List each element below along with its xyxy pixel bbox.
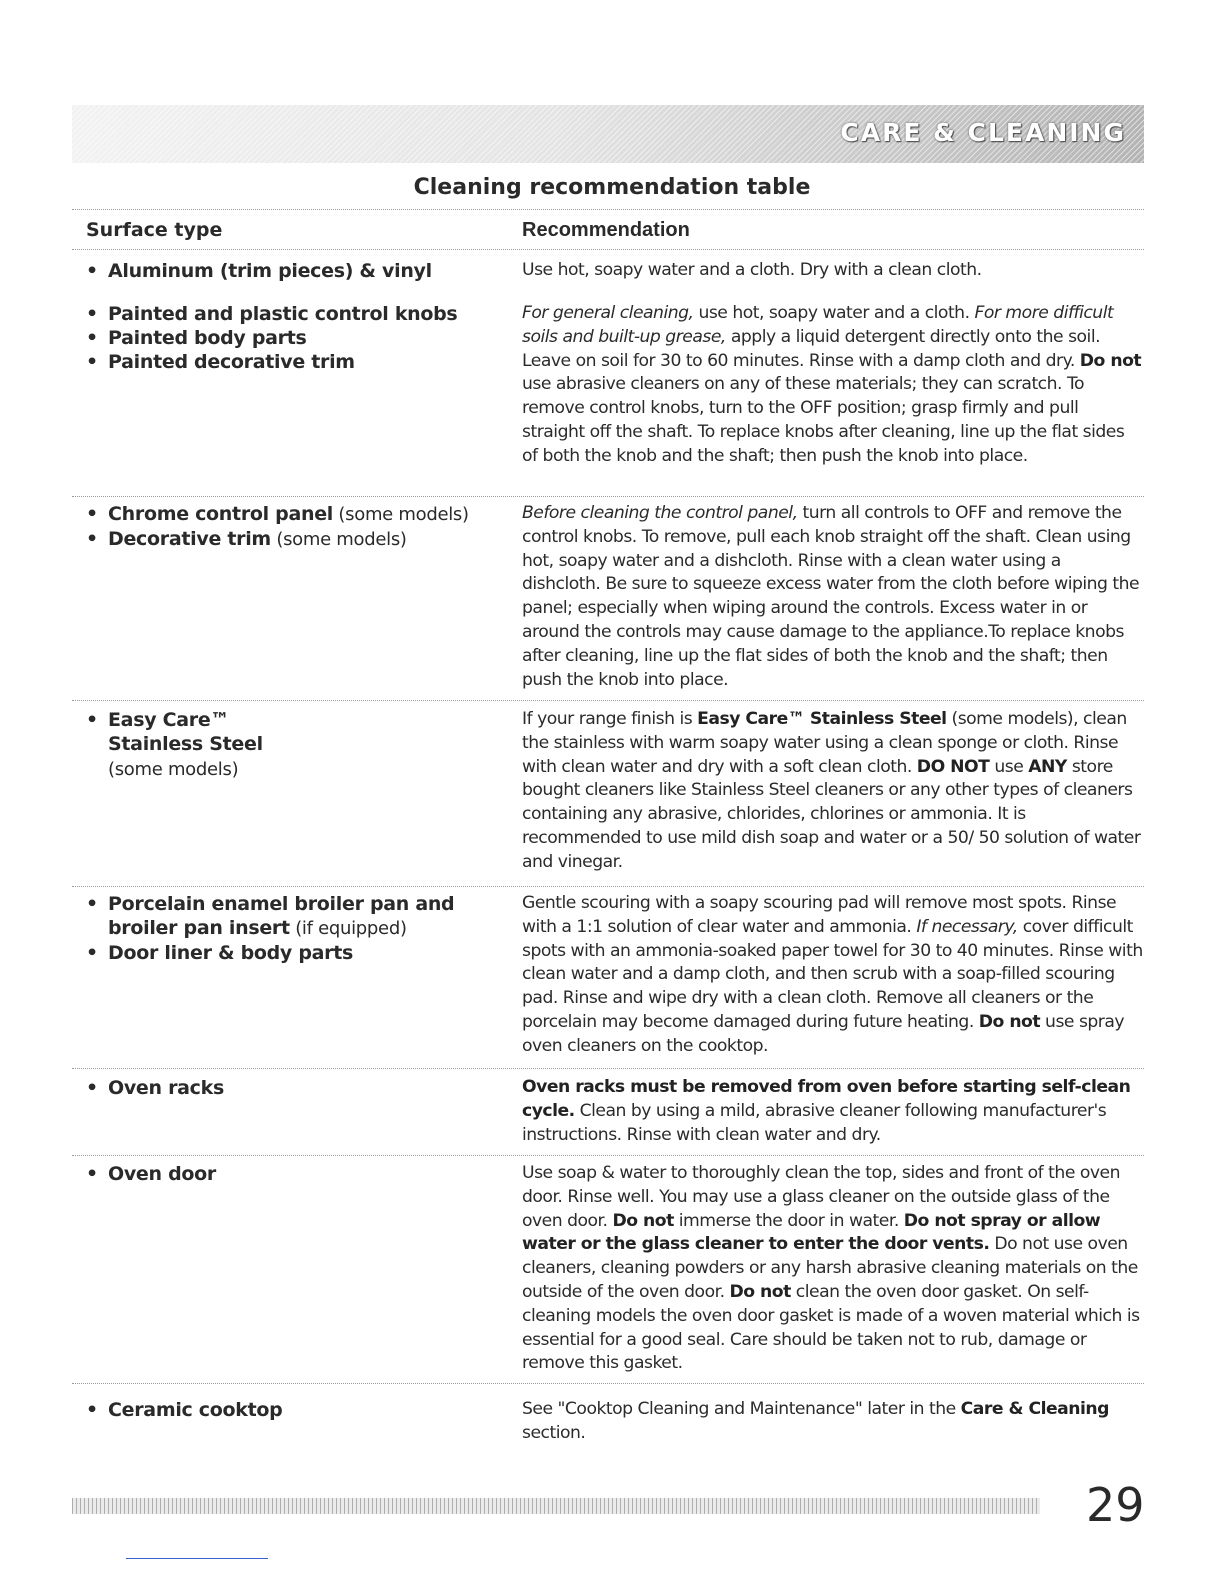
table-title: Cleaning recommendation table	[413, 175, 811, 200]
surface-cell	[84, 708, 314, 782]
surface-item: • Door liner & body parts	[84, 941, 514, 965]
surface-item: • Painted and plastic control knobs	[84, 302, 514, 326]
surface-cell	[84, 259, 514, 283]
surface-item: • Porcelain enamel broiler pan and broiler pan insert (if equipped)	[84, 892, 514, 941]
surface-cell	[84, 1162, 514, 1186]
divider	[72, 700, 1144, 701]
recommendation-cell: Oven racks must be removed from oven before starting self-clean cycle. Clean by using a mild, abrasive cleaner following manufacturer's instructions. Rinse with clean water and dry.	[522, 1077, 1131, 1145]
recommendation-cell: Use soap & water to thoroughly clean the top, sides and front of the oven door. Rinse well. You may use a glass cleaner on the outside glass of the oven door. Do not immerse the door in water. Do not spray or allow water or the glass cleaner to enter the door vents. Do not use oven cleaners, cleaning powders or any harsh abrasive cleaning materials on the outside of the oven door. Do not clean the oven door gasket. On self-cleaning models the oven door gasket is made of a woven material which is essential for a good seal. Care should be taken not to rub, damage or remove this gasket.	[522, 1163, 1140, 1374]
recommendation-cell: Use hot, soapy water and a cloth. Dry with a clean cloth.	[522, 260, 982, 280]
divider	[72, 1383, 1144, 1384]
recommendation-cell: Gentle scouring with a soapy scouring pad will remove most spots. Rinse with a 1:1 solution of clear water and ammonia. If necessary, cover difficult spots with an ammonia-soaked paper towel for 30 to 40 minutes. Rinse with clean water and a damp cloth, and then scrub with a soap-filled scouring pad. Rinse and wipe dry with a clean cloth. Remove all cleaners or the porcelain may become damaged during future heating. Do not use spray oven cleaners on the cooktop.	[522, 893, 1143, 1056]
section-title: CARE & CLEANING	[840, 118, 1126, 147]
surface-item: • Aluminum (trim pieces) & vinyl	[84, 259, 514, 283]
column-header-recommendation: Recommendation	[522, 219, 690, 241]
surface-item: • Painted decorative trim	[84, 350, 514, 374]
surface-cell	[84, 1076, 514, 1100]
surface-cell	[84, 1398, 514, 1422]
column-header-surface: Surface type	[86, 219, 223, 241]
surface-item: • Oven racks	[84, 1076, 514, 1100]
divider	[72, 1155, 1144, 1156]
divider	[72, 209, 1144, 210]
surface-item: • Easy Care™ Stainless Steel (some models)	[84, 708, 314, 782]
surface-item: • Painted body parts	[84, 326, 514, 350]
divider	[72, 1068, 1144, 1069]
divider	[72, 886, 1144, 887]
surface-cell	[84, 502, 514, 552]
section-banner	[72, 105, 1144, 163]
divider	[72, 249, 1144, 250]
surface-item: • Decorative trim (some models)	[84, 527, 514, 552]
bottom-rule	[126, 1558, 268, 1559]
recommendation-cell: For general cleaning, use hot, soapy water and a cloth. For more difficult soils and built-up grease, apply a liquid detergent directly onto the soil. Leave on soil for 30 to 60 minutes. Rinse with a damp cloth and dry. Do not use abrasive cleaners on any of these materials; they can scratch. To remove control knobs, turn to the OFF position; grasp firmly and pull straight off the shaft. To replace knobs after cleaning, line up the flat sides of both the knob and the shaft; then push the knob into place.	[522, 303, 1142, 466]
divider	[72, 496, 1144, 497]
footer-bar	[72, 1498, 1040, 1514]
recommendation-cell: Before cleaning the control panel, turn all controls to OFF and remove the control knobs. To remove, pull each knob straight off the shaft. Clean using hot, soapy water and a dishcloth. Rinse with a clean water using a dishcloth. Be sure to squeeze excess water from the cloth before wiping the panel; especially when wiping around the controls. Excess water in or around the controls may cause damage to the appliance.To replace knobs after cleaning, line up the flat sides of both the knob and the shaft; then push the knob into place.	[522, 503, 1140, 690]
surface-item: • Chrome control panel (some models)	[84, 502, 514, 527]
recommendation-cell: See "Cooktop Cleaning and Maintenance" later in the Care & Cleaning section.	[522, 1399, 1109, 1443]
surface-item: • Oven door	[84, 1162, 514, 1186]
page-number: 29	[1086, 1478, 1145, 1532]
recommendation-cell: If your range finish is Easy Care™ Stainless Steel (some models), clean the stainless with warm soapy water using a clean sponge or cloth. Rinse with clean water and dry with a soft clean cloth. DO NOT use ANY store bought cleaners like Stainless Steel cleaners or any other types of cleaners containing any abrasive, chlorides, chlorines or ammonia. It is recommended to use mild dish soap and water or a 50/ 50 solution of water and vinegar.	[522, 709, 1141, 872]
surface-item: • Ceramic cooktop	[84, 1398, 514, 1422]
surface-cell	[84, 892, 514, 965]
surface-cell	[84, 302, 514, 374]
